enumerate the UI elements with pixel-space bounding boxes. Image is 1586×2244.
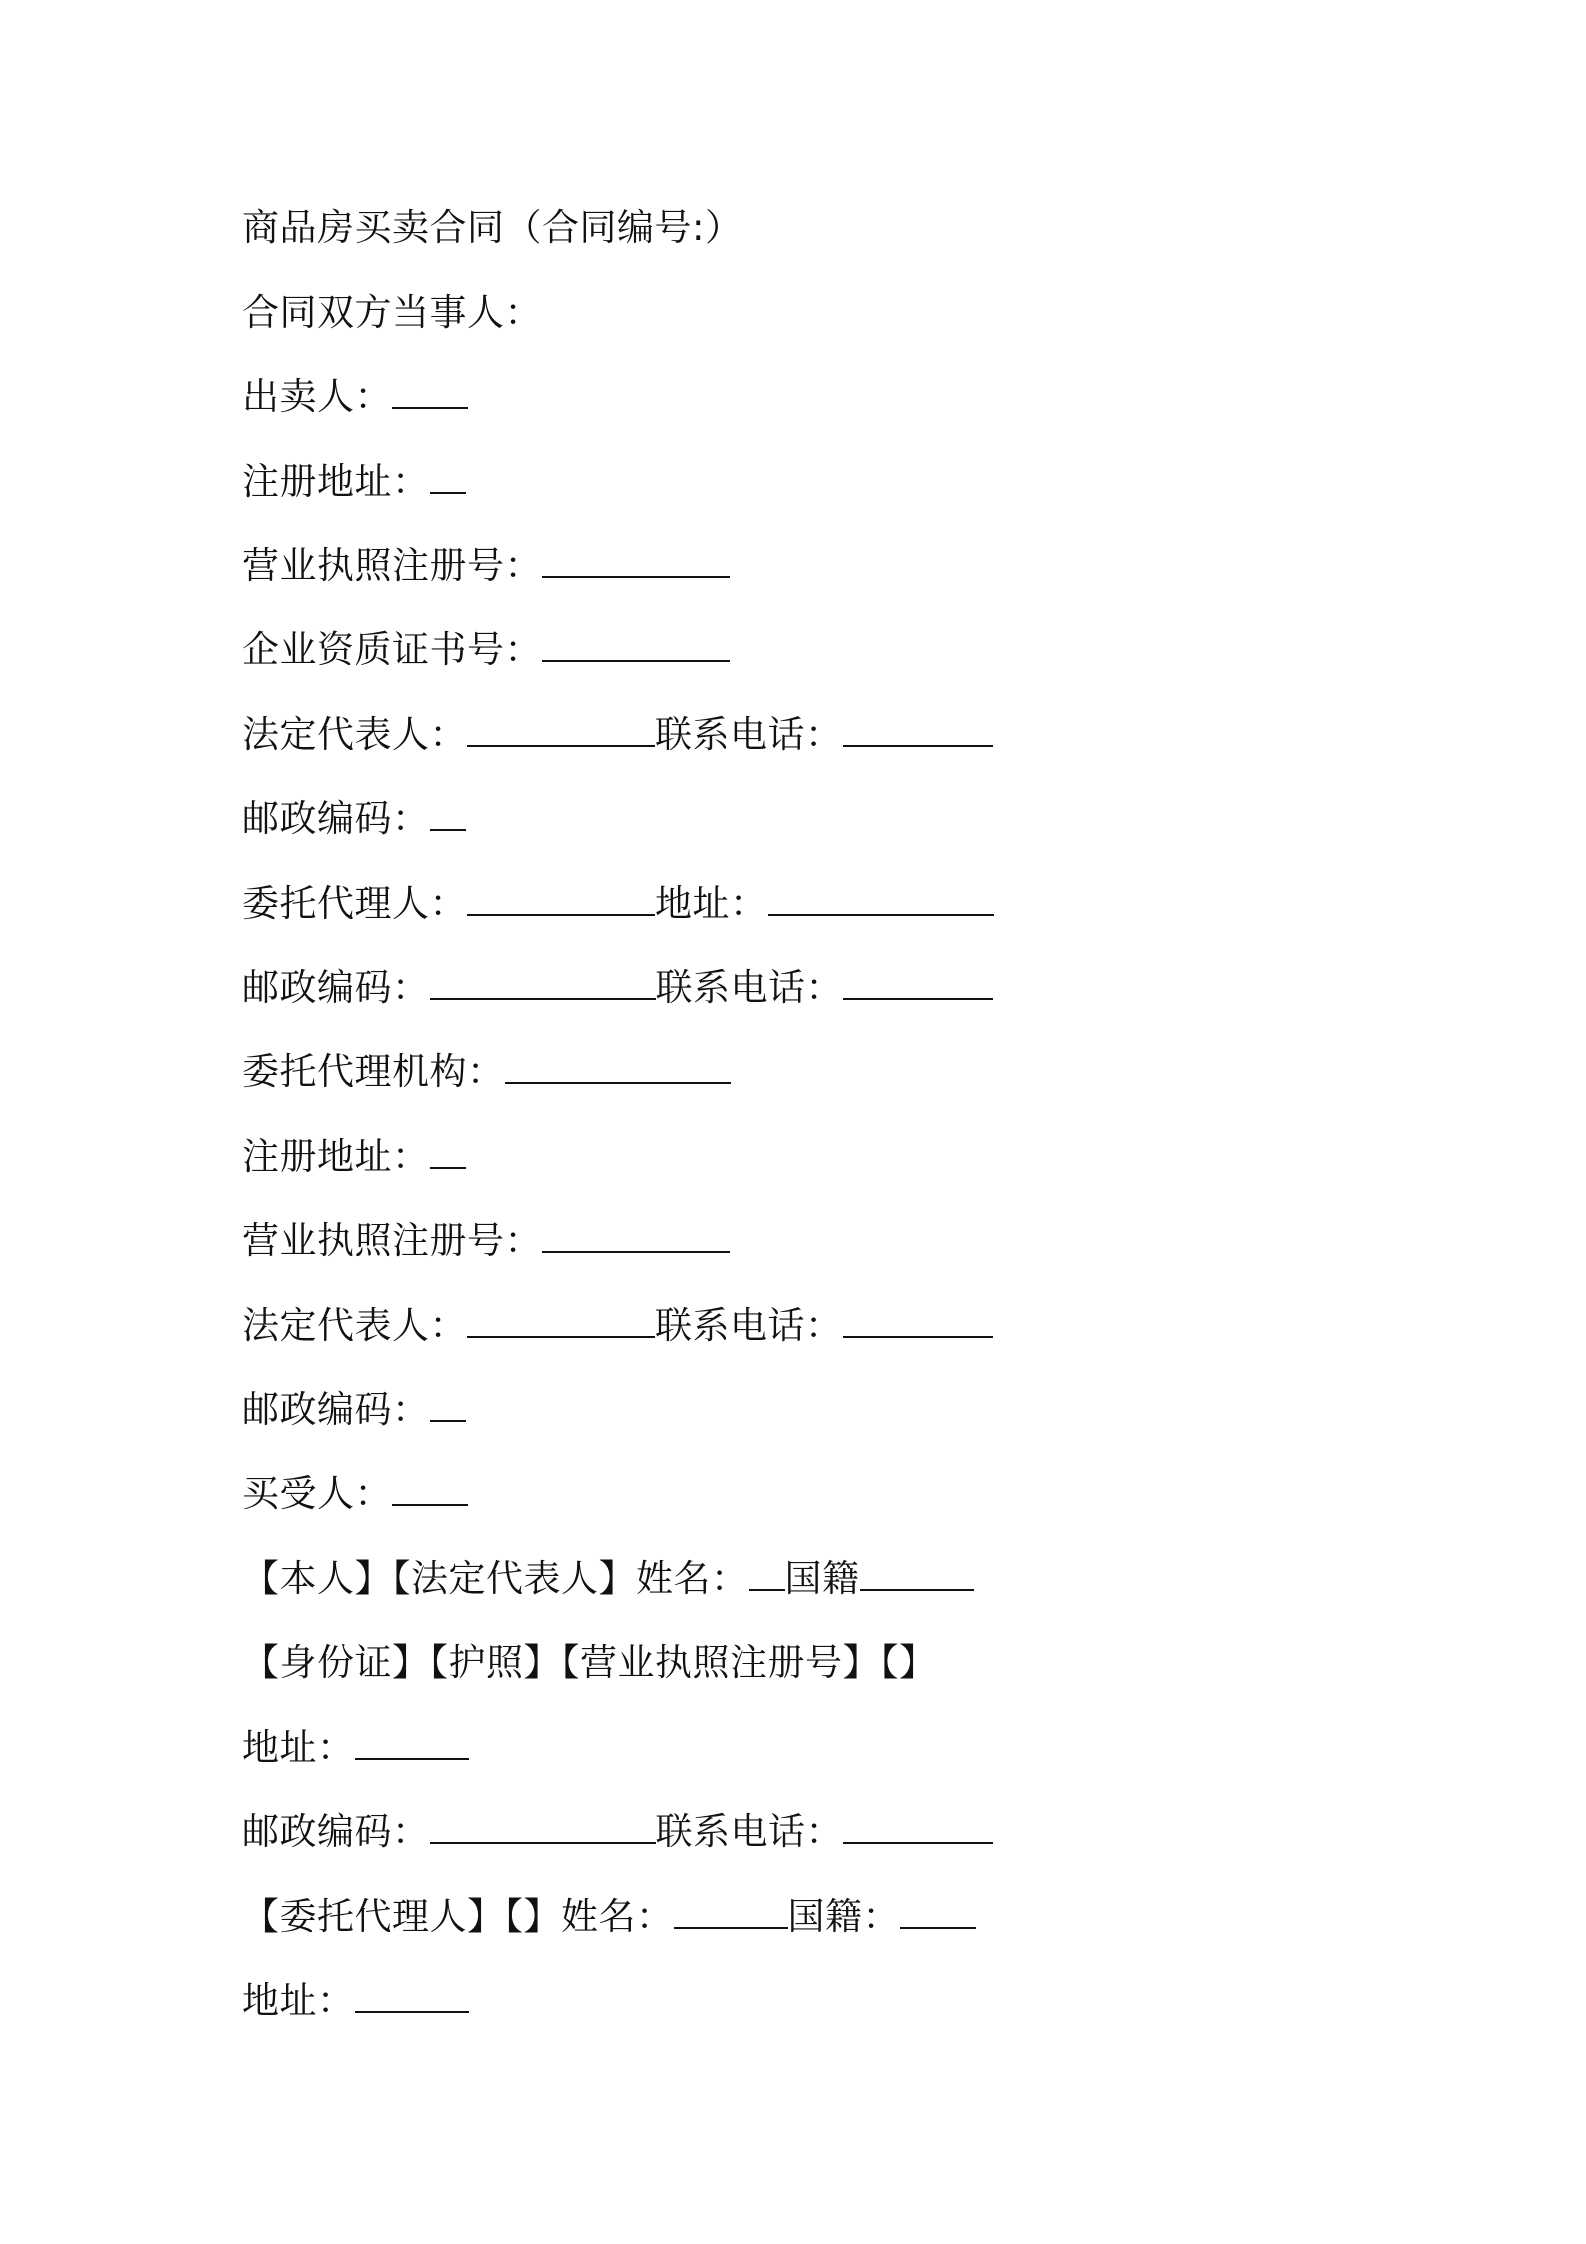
buyer-id-options: 【身份证】【护照】【营业执照注册号】【】	[242, 1641, 937, 1684]
agency-phone-blank	[843, 1300, 993, 1338]
agency-license-label: 营业执照注册号：	[242, 1219, 542, 1262]
agency-blank	[505, 1046, 731, 1084]
seller-blank	[392, 371, 468, 409]
buyer-line	[242, 1464, 468, 1524]
buyer-address-label: 地址：	[242, 1726, 355, 1769]
seller-agent-phone-label: 联系电话：	[655, 966, 843, 1009]
buyer-agent-nationality-label: 国籍：	[787, 1895, 900, 1938]
agency-address-label: 注册地址：	[242, 1135, 430, 1178]
agency-postcode-blank	[430, 1384, 466, 1422]
buyer-blank	[392, 1468, 468, 1506]
buyer-postcode-label: 邮政编码：	[242, 1810, 430, 1853]
buyer-agent-address-blank	[355, 1975, 469, 2013]
seller-representative-line	[242, 705, 993, 765]
buyer-address-blank	[355, 1722, 469, 1760]
seller-phone-label: 联系电话：	[655, 713, 843, 756]
buyer-agent-name-label: 【委托代理人】【】姓名：	[242, 1895, 674, 1938]
buyer-name-blank	[749, 1553, 785, 1591]
seller-agent-postcode-blank	[430, 962, 656, 1000]
seller-address-label: 注册地址：	[242, 460, 430, 503]
buyer-agent-nationality-blank	[900, 1891, 976, 1929]
seller-agent-line	[242, 874, 994, 934]
buyer-agent-line	[242, 1887, 976, 1947]
agency-postcode-label: 邮政编码：	[242, 1388, 430, 1431]
seller-qualification-label: 企业资质证书号：	[242, 628, 542, 671]
buyer-agent-address-line	[242, 1971, 469, 2031]
seller-qualification-line	[242, 620, 730, 680]
seller-address-line	[242, 452, 466, 512]
seller-label: 出卖人：	[242, 375, 392, 418]
buyer-name-label: 【本人】【法定代表人】姓名：	[242, 1557, 749, 1600]
buyer-phone-blank	[843, 1806, 993, 1844]
seller-license-line	[242, 536, 730, 596]
seller-agent-address-blank	[768, 878, 994, 916]
title-text: 商品房买卖合同（合同编号:）	[242, 206, 743, 249]
agency-license-line	[242, 1211, 730, 1271]
agency-representative-line	[242, 1296, 993, 1356]
agency-representative-blank	[467, 1300, 655, 1338]
seller-license-label: 营业执照注册号：	[242, 544, 542, 587]
agency-line	[242, 1042, 731, 1102]
parties-heading	[242, 283, 542, 343]
document-title	[242, 198, 742, 258]
seller-license-blank	[542, 540, 730, 578]
agency-address-line	[242, 1127, 466, 1187]
buyer-nationality-blank	[860, 1553, 974, 1591]
seller-representative-blank	[467, 709, 655, 747]
agency-license-blank	[542, 1215, 730, 1253]
seller-representative-label: 法定代表人：	[242, 713, 467, 756]
buyer-label: 买受人：	[242, 1472, 392, 1515]
seller-address-blank	[430, 456, 466, 494]
seller-agent-blank	[467, 878, 655, 916]
seller-agent-address-label: 地址：	[655, 882, 768, 925]
agency-representative-label: 法定代表人：	[242, 1304, 467, 1347]
buyer-phone-label: 联系电话：	[655, 1810, 843, 1853]
seller-agent-label: 委托代理人：	[242, 882, 467, 925]
buyer-id-line	[242, 1633, 937, 1693]
buyer-name-line	[242, 1549, 974, 1609]
seller-qualification-blank	[542, 624, 730, 662]
seller-agent-postcode-label: 邮政编码：	[242, 966, 430, 1009]
seller-postcode-label: 邮政编码：	[242, 797, 430, 840]
buyer-contact-line	[242, 1802, 993, 1862]
seller-agent-phone-blank	[843, 962, 993, 1000]
seller-phone-blank	[843, 709, 993, 747]
seller-postcode-line	[242, 789, 466, 849]
seller-line	[242, 367, 468, 427]
buyer-agent-name-blank	[674, 1891, 788, 1929]
agency-phone-label: 联系电话：	[655, 1304, 843, 1347]
parties-heading-text: 合同双方当事人：	[242, 291, 542, 334]
buyer-nationality-label: 国籍	[784, 1557, 860, 1600]
agency-postcode-line	[242, 1380, 466, 1440]
seller-agent-contact-line	[242, 958, 993, 1018]
buyer-address-line	[242, 1718, 469, 1778]
seller-postcode-blank	[430, 793, 466, 831]
agency-label: 委托代理机构：	[242, 1050, 505, 1093]
buyer-agent-address-label: 地址：	[242, 1979, 355, 2022]
agency-address-blank	[430, 1131, 466, 1169]
buyer-postcode-blank	[430, 1806, 656, 1844]
